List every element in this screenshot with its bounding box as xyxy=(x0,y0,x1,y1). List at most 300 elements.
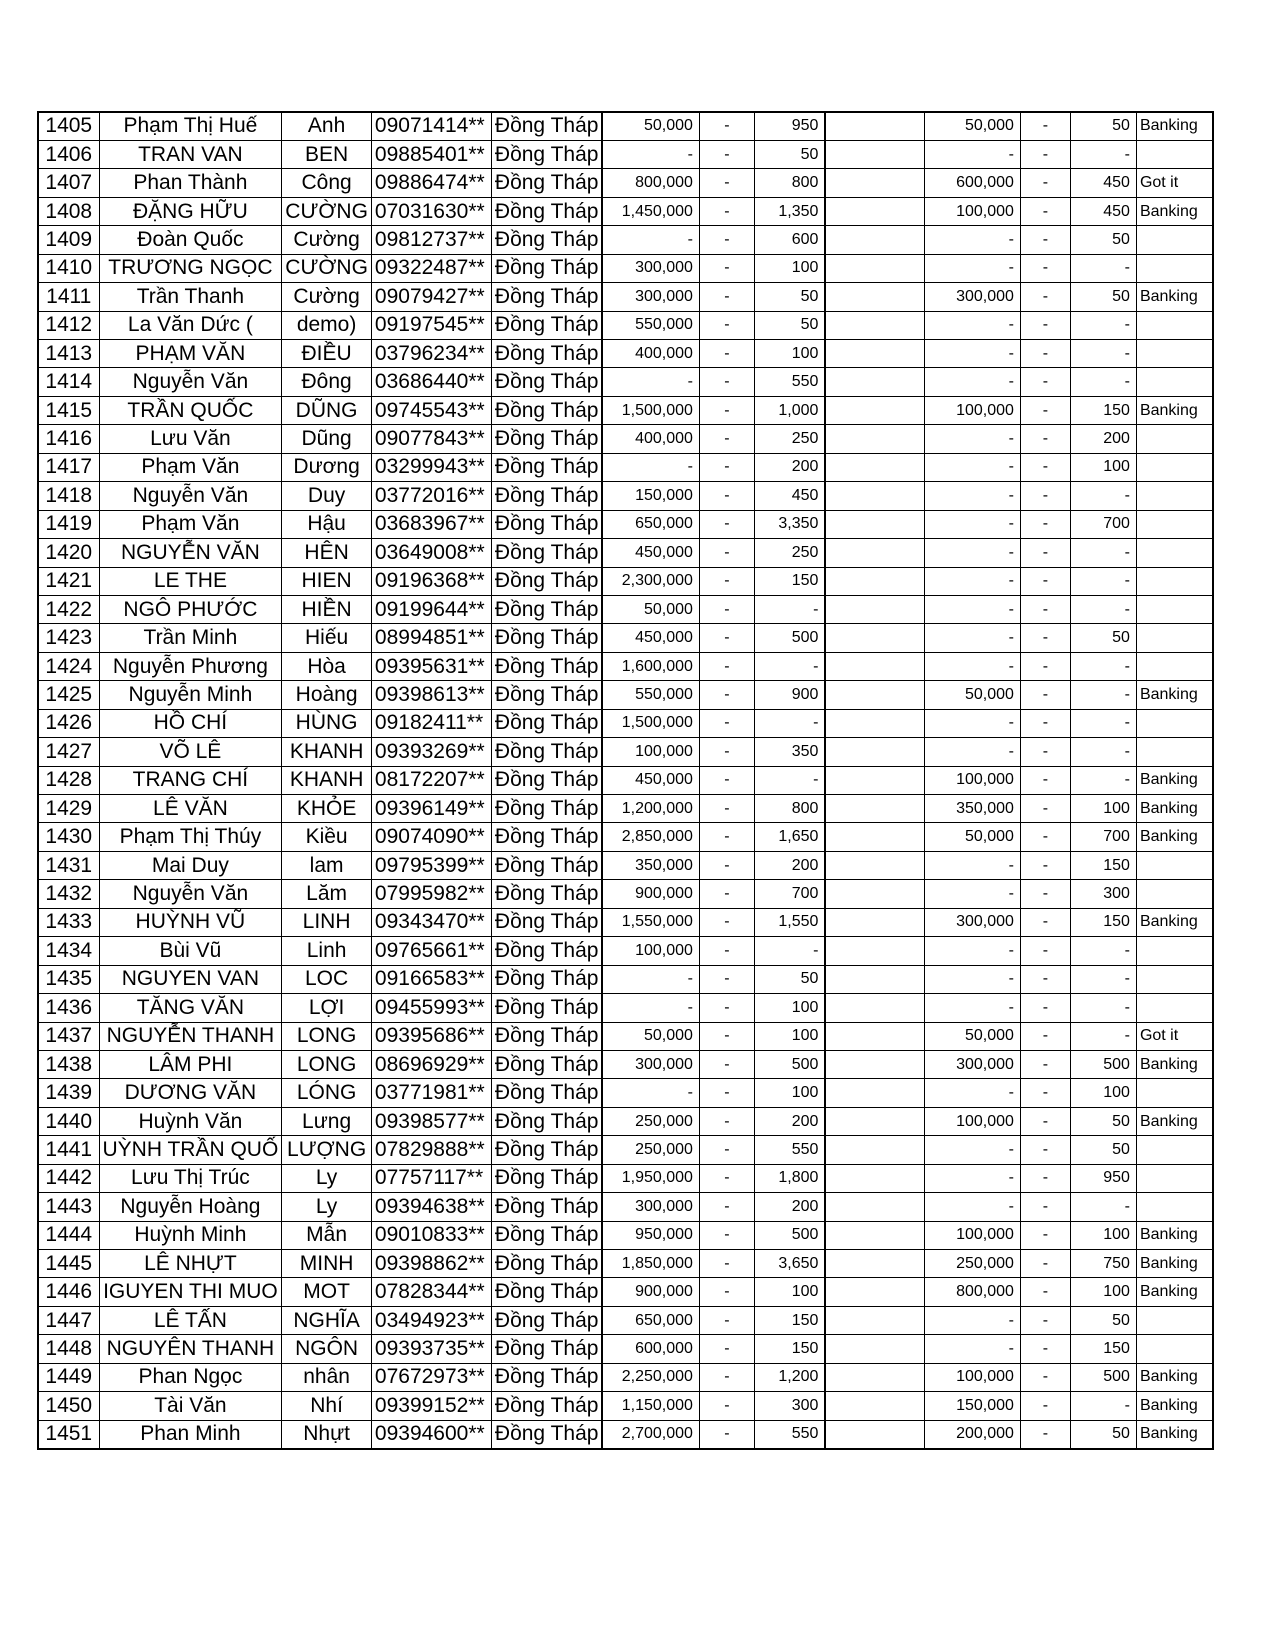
payment-method-cell: Banking xyxy=(1136,1392,1213,1420)
province-cell: Đồng Tháp xyxy=(491,823,602,851)
table-row xyxy=(38,795,1213,823)
province-cell: Đồng Tháp xyxy=(491,709,602,737)
points-1-cell: - xyxy=(754,937,825,965)
amount-2-cell: - xyxy=(924,994,1020,1022)
table-row xyxy=(38,283,1213,311)
province-cell: Đồng Tháp xyxy=(491,766,602,794)
last-name-cell: Phan Thành xyxy=(99,169,282,197)
payment-method-cell: Banking xyxy=(1136,112,1213,140)
dash-2-cell: - xyxy=(1020,1107,1070,1135)
province-cell: Đồng Tháp xyxy=(491,1221,602,1249)
first-name-cell: HIỀN xyxy=(282,595,372,623)
dash-1-cell: - xyxy=(699,738,754,766)
first-name-cell: CƯỜNG xyxy=(282,254,372,282)
dash-2-cell: - xyxy=(1020,994,1070,1022)
row-number-cell: 1427 xyxy=(38,738,99,766)
points-2-cell: 150 xyxy=(1070,908,1136,936)
amount-1-cell: 900,000 xyxy=(602,1278,699,1306)
amount-2-cell: - xyxy=(924,1335,1020,1363)
dash-1-cell: - xyxy=(699,1079,754,1107)
last-name-cell: Huỳnh Văn xyxy=(99,1107,282,1135)
first-name-cell: HÙNG xyxy=(282,709,372,737)
amount-2-cell: 100,000 xyxy=(924,197,1020,225)
blank-cell-cell xyxy=(825,425,924,453)
last-name-cell: Bùi Vũ xyxy=(99,937,282,965)
points-1-cell: 1,800 xyxy=(754,1164,825,1192)
province-cell: Đồng Tháp xyxy=(491,1335,602,1363)
points-2-cell: - xyxy=(1070,254,1136,282)
dash-2-cell: - xyxy=(1020,453,1070,481)
dash-1-cell: - xyxy=(699,766,754,794)
points-2-cell: 450 xyxy=(1070,169,1136,197)
amount-1-cell: 1,500,000 xyxy=(602,709,699,737)
amount-2-cell: - xyxy=(924,1164,1020,1192)
blank-cell-cell xyxy=(825,624,924,652)
last-name-cell: Phạm Thị Thúy xyxy=(99,823,282,851)
points-2-cell: 50 xyxy=(1070,1107,1136,1135)
dash-2-cell: - xyxy=(1020,140,1070,168)
first-name-cell: Duy xyxy=(282,482,372,510)
table-row xyxy=(38,1022,1213,1050)
dash-1-cell: - xyxy=(699,1250,754,1278)
row-number-cell: 1445 xyxy=(38,1250,99,1278)
payment-method-cell xyxy=(1136,311,1213,339)
payment-method-cell: Banking xyxy=(1136,1107,1213,1135)
province-cell: Đồng Tháp xyxy=(491,908,602,936)
amount-1-cell: - xyxy=(602,368,699,396)
points-1-cell: 100 xyxy=(754,1022,825,1050)
phone-number-cell: 03686440** xyxy=(371,368,491,396)
points-2-cell: - xyxy=(1070,1392,1136,1420)
dash-2-cell: - xyxy=(1020,738,1070,766)
payment-method-cell xyxy=(1136,1079,1213,1107)
payment-method-cell: Banking xyxy=(1136,795,1213,823)
points-1-cell: 50 xyxy=(754,140,825,168)
province-cell: Đồng Tháp xyxy=(491,1193,602,1221)
amount-2-cell: - xyxy=(924,340,1020,368)
points-1-cell: 200 xyxy=(754,453,825,481)
table-row xyxy=(38,1164,1213,1192)
amount-1-cell: 1,850,000 xyxy=(602,1250,699,1278)
province-cell: Đồng Tháp xyxy=(491,140,602,168)
phone-number-cell: 09197545** xyxy=(371,311,491,339)
phone-number-cell: 09182411** xyxy=(371,709,491,737)
province-cell: Đồng Tháp xyxy=(491,595,602,623)
province-cell: Đồng Tháp xyxy=(491,1392,602,1420)
last-name-cell: TRƯƠNG NGỌC xyxy=(99,254,282,282)
province-cell: Đồng Tháp xyxy=(491,169,602,197)
row-number-cell: 1439 xyxy=(38,1079,99,1107)
row-number-cell: 1434 xyxy=(38,937,99,965)
amount-2-cell: - xyxy=(924,595,1020,623)
province-cell: Đồng Tháp xyxy=(491,539,602,567)
province-cell: Đồng Tháp xyxy=(491,1420,602,1448)
amount-2-cell: - xyxy=(924,1136,1020,1164)
last-name-cell: ĐẶNG HỮU xyxy=(99,197,282,225)
points-1-cell: 150 xyxy=(754,567,825,595)
dash-2-cell: - xyxy=(1020,766,1070,794)
dash-1-cell: - xyxy=(699,1136,754,1164)
first-name-cell: Linh xyxy=(282,937,372,965)
amount-2-cell: - xyxy=(924,140,1020,168)
amount-2-cell: - xyxy=(924,937,1020,965)
first-name-cell: Dũng xyxy=(282,425,372,453)
points-1-cell: 3,650 xyxy=(754,1250,825,1278)
phone-number-cell: 09455993** xyxy=(371,994,491,1022)
phone-number-cell: 09010833** xyxy=(371,1221,491,1249)
amount-1-cell: 50,000 xyxy=(602,1022,699,1050)
province-cell: Đồng Tháp xyxy=(491,1136,602,1164)
points-1-cell: 200 xyxy=(754,1193,825,1221)
blank-cell-cell xyxy=(825,851,924,879)
amount-1-cell: 300,000 xyxy=(602,283,699,311)
amount-1-cell: 600,000 xyxy=(602,1335,699,1363)
payment-method-cell xyxy=(1136,738,1213,766)
province-cell: Đồng Tháp xyxy=(491,112,602,140)
points-1-cell: 300 xyxy=(754,1392,825,1420)
amount-2-cell: 200,000 xyxy=(924,1420,1020,1448)
blank-cell-cell xyxy=(825,396,924,424)
points-2-cell: - xyxy=(1070,1193,1136,1221)
table-row xyxy=(38,652,1213,680)
phone-number-cell: 09765661** xyxy=(371,937,491,965)
dash-2-cell: - xyxy=(1020,652,1070,680)
payment-method-cell xyxy=(1136,140,1213,168)
province-cell: Đồng Tháp xyxy=(491,1022,602,1050)
points-2-cell: 50 xyxy=(1070,283,1136,311)
amount-1-cell: 300,000 xyxy=(602,254,699,282)
amount-1-cell: 450,000 xyxy=(602,766,699,794)
dash-1-cell: - xyxy=(699,510,754,538)
dash-1-cell: - xyxy=(699,140,754,168)
dash-1-cell: - xyxy=(699,880,754,908)
points-2-cell: 450 xyxy=(1070,197,1136,225)
last-name-cell: PHẠM VĂN xyxy=(99,340,282,368)
points-2-cell: - xyxy=(1070,595,1136,623)
payment-method-cell xyxy=(1136,539,1213,567)
blank-cell-cell xyxy=(825,169,924,197)
province-cell: Đồng Tháp xyxy=(491,226,602,254)
table-row xyxy=(38,1306,1213,1334)
table-row xyxy=(38,368,1213,396)
points-2-cell: - xyxy=(1070,567,1136,595)
row-number-cell: 1410 xyxy=(38,254,99,282)
payment-method-cell: Banking xyxy=(1136,1420,1213,1448)
dash-1-cell: - xyxy=(699,112,754,140)
last-name-cell: Nguyễn Văn xyxy=(99,482,282,510)
first-name-cell: DŨNG xyxy=(282,396,372,424)
blank-cell-cell xyxy=(825,1193,924,1221)
first-name-cell: BEN xyxy=(282,140,372,168)
first-name-cell: NGHĨA xyxy=(282,1306,372,1334)
dash-1-cell: - xyxy=(699,1107,754,1135)
last-name-cell: HUỲNH VŨ xyxy=(99,908,282,936)
dash-1-cell: - xyxy=(699,396,754,424)
table-row xyxy=(38,1079,1213,1107)
first-name-cell: Hoàng xyxy=(282,681,372,709)
phone-number-cell: 09812737** xyxy=(371,226,491,254)
points-1-cell: - xyxy=(754,595,825,623)
payment-method-cell xyxy=(1136,254,1213,282)
table-row xyxy=(38,1221,1213,1249)
payment-method-cell: Banking xyxy=(1136,1363,1213,1391)
row-number-cell: 1437 xyxy=(38,1022,99,1050)
last-name-cell: NGUYEN VAN xyxy=(99,965,282,993)
blank-cell-cell xyxy=(825,738,924,766)
phone-number-cell: 09395686** xyxy=(371,1022,491,1050)
blank-cell-cell xyxy=(825,1079,924,1107)
amount-2-cell: 600,000 xyxy=(924,169,1020,197)
last-name-cell: LE THE xyxy=(99,567,282,595)
table-row xyxy=(38,1250,1213,1278)
amount-1-cell: 1,450,000 xyxy=(602,197,699,225)
amount-2-cell: - xyxy=(924,567,1020,595)
amount-1-cell: 2,300,000 xyxy=(602,567,699,595)
payment-method-cell xyxy=(1136,425,1213,453)
blank-cell-cell xyxy=(825,1363,924,1391)
dash-1-cell: - xyxy=(699,539,754,567)
row-number-cell: 1451 xyxy=(38,1420,99,1448)
first-name-cell: LINH xyxy=(282,908,372,936)
amount-2-cell: 50,000 xyxy=(924,823,1020,851)
phone-number-cell: 07672973** xyxy=(371,1363,491,1391)
payment-method-cell xyxy=(1136,709,1213,737)
payment-method-cell: Banking xyxy=(1136,1250,1213,1278)
province-cell: Đồng Tháp xyxy=(491,1107,602,1135)
blank-cell-cell xyxy=(825,766,924,794)
dash-1-cell: - xyxy=(699,1420,754,1448)
amount-2-cell: - xyxy=(924,254,1020,282)
phone-number-cell: 07828344** xyxy=(371,1278,491,1306)
dash-2-cell: - xyxy=(1020,482,1070,510)
last-name-cell: TRANG CHÍ xyxy=(99,766,282,794)
table-row xyxy=(38,908,1213,936)
amount-2-cell: 300,000 xyxy=(924,283,1020,311)
amount-2-cell: - xyxy=(924,652,1020,680)
phone-number-cell: 09886474** xyxy=(371,169,491,197)
blank-cell-cell xyxy=(825,1221,924,1249)
amount-1-cell: 1,500,000 xyxy=(602,396,699,424)
dash-2-cell: - xyxy=(1020,937,1070,965)
row-number-cell: 1436 xyxy=(38,994,99,1022)
amount-1-cell: 350,000 xyxy=(602,851,699,879)
table-row xyxy=(38,1335,1213,1363)
row-number-cell: 1430 xyxy=(38,823,99,851)
province-cell: Đồng Tháp xyxy=(491,368,602,396)
dash-1-cell: - xyxy=(699,823,754,851)
points-2-cell: - xyxy=(1070,652,1136,680)
amount-2-cell: 300,000 xyxy=(924,1050,1020,1078)
last-name-cell: Tài Văn xyxy=(99,1392,282,1420)
amount-1-cell: 2,850,000 xyxy=(602,823,699,851)
first-name-cell: Ly xyxy=(282,1193,372,1221)
dash-1-cell: - xyxy=(699,1050,754,1078)
points-1-cell: 250 xyxy=(754,425,825,453)
dash-1-cell: - xyxy=(699,340,754,368)
amount-1-cell: 1,550,000 xyxy=(602,908,699,936)
payment-method-cell: Got it xyxy=(1136,169,1213,197)
first-name-cell: KHANH xyxy=(282,738,372,766)
table-row xyxy=(38,396,1213,424)
first-name-cell: LƯỢNG xyxy=(282,1136,372,1164)
amount-1-cell: 250,000 xyxy=(602,1136,699,1164)
points-1-cell: 250 xyxy=(754,539,825,567)
blank-cell-cell xyxy=(825,994,924,1022)
amount-1-cell: 300,000 xyxy=(602,1193,699,1221)
row-number-cell: 1425 xyxy=(38,681,99,709)
dash-1-cell: - xyxy=(699,795,754,823)
dash-2-cell: - xyxy=(1020,368,1070,396)
amount-2-cell: 350,000 xyxy=(924,795,1020,823)
payment-method-cell xyxy=(1136,1306,1213,1334)
last-name-cell: LÊ NHỰT xyxy=(99,1250,282,1278)
amount-1-cell: 800,000 xyxy=(602,169,699,197)
province-cell: Đồng Tháp xyxy=(491,795,602,823)
phone-number-cell: 09199644** xyxy=(371,595,491,623)
table-row xyxy=(38,937,1213,965)
dash-1-cell: - xyxy=(699,226,754,254)
payment-method-cell xyxy=(1136,965,1213,993)
amount-1-cell: 100,000 xyxy=(602,937,699,965)
table-row xyxy=(38,1392,1213,1420)
blank-cell-cell xyxy=(825,453,924,481)
amount-2-cell: - xyxy=(924,709,1020,737)
amount-1-cell: - xyxy=(602,226,699,254)
blank-cell-cell xyxy=(825,510,924,538)
table-row xyxy=(38,510,1213,538)
blank-cell-cell xyxy=(825,283,924,311)
points-1-cell: 1,350 xyxy=(754,197,825,225)
phone-number-cell: 07829888** xyxy=(371,1136,491,1164)
dash-2-cell: - xyxy=(1020,1022,1070,1050)
row-number-cell: 1447 xyxy=(38,1306,99,1334)
payment-method-cell xyxy=(1136,652,1213,680)
payment-method-cell: Banking xyxy=(1136,1278,1213,1306)
phone-number-cell: 03683967** xyxy=(371,510,491,538)
amount-2-cell: 50,000 xyxy=(924,1022,1020,1050)
points-2-cell: - xyxy=(1070,738,1136,766)
province-cell: Đồng Tháp xyxy=(491,1079,602,1107)
amount-2-cell: 800,000 xyxy=(924,1278,1020,1306)
last-name-cell: Nguyễn Hoàng xyxy=(99,1193,282,1221)
amount-1-cell: 400,000 xyxy=(602,340,699,368)
blank-cell-cell xyxy=(825,482,924,510)
first-name-cell: LÓNG xyxy=(282,1079,372,1107)
points-1-cell: 550 xyxy=(754,1136,825,1164)
table-row xyxy=(38,226,1213,254)
amount-1-cell: - xyxy=(602,140,699,168)
points-2-cell: - xyxy=(1070,311,1136,339)
table-row xyxy=(38,254,1213,282)
dash-1-cell: - xyxy=(699,1392,754,1420)
dash-1-cell: - xyxy=(699,169,754,197)
phone-number-cell: 09745543** xyxy=(371,396,491,424)
amount-1-cell: 450,000 xyxy=(602,624,699,652)
points-2-cell: 50 xyxy=(1070,1136,1136,1164)
row-number-cell: 1433 xyxy=(38,908,99,936)
payment-method-cell: Banking xyxy=(1136,283,1213,311)
row-number-cell: 1449 xyxy=(38,1363,99,1391)
dash-2-cell: - xyxy=(1020,1050,1070,1078)
payment-method-cell: Banking xyxy=(1136,396,1213,424)
dash-1-cell: - xyxy=(699,709,754,737)
province-cell: Đồng Tháp xyxy=(491,851,602,879)
phone-number-cell: 09795399** xyxy=(371,851,491,879)
amount-2-cell: - xyxy=(924,880,1020,908)
table-row xyxy=(38,965,1213,993)
first-name-cell: Mẫn xyxy=(282,1221,372,1249)
payment-method-cell xyxy=(1136,624,1213,652)
payment-method-cell: Banking xyxy=(1136,823,1213,851)
row-number-cell: 1422 xyxy=(38,595,99,623)
province-cell: Đồng Tháp xyxy=(491,1164,602,1192)
province-cell: Đồng Tháp xyxy=(491,738,602,766)
amount-2-cell: - xyxy=(924,226,1020,254)
dash-1-cell: - xyxy=(699,851,754,879)
points-1-cell: 100 xyxy=(754,254,825,282)
table-row xyxy=(38,1107,1213,1135)
row-number-cell: 1444 xyxy=(38,1221,99,1249)
points-2-cell: - xyxy=(1070,340,1136,368)
table-row xyxy=(38,453,1213,481)
dash-1-cell: - xyxy=(699,994,754,1022)
first-name-cell: nhân xyxy=(282,1363,372,1391)
payment-method-cell xyxy=(1136,226,1213,254)
points-1-cell: 500 xyxy=(754,1221,825,1249)
blank-cell-cell xyxy=(825,1335,924,1363)
blank-cell-cell xyxy=(825,1278,924,1306)
phone-number-cell: 03796234** xyxy=(371,340,491,368)
points-1-cell: 3,350 xyxy=(754,510,825,538)
last-name-cell: TRAN VAN xyxy=(99,140,282,168)
dash-2-cell: - xyxy=(1020,1392,1070,1420)
points-2-cell: 750 xyxy=(1070,1250,1136,1278)
points-2-cell: - xyxy=(1070,994,1136,1022)
dash-2-cell: - xyxy=(1020,965,1070,993)
points-2-cell: 500 xyxy=(1070,1050,1136,1078)
phone-number-cell: 09396149** xyxy=(371,795,491,823)
table-row xyxy=(38,1193,1213,1221)
phone-number-cell: 09071414** xyxy=(371,112,491,140)
payment-method-cell xyxy=(1136,880,1213,908)
first-name-cell: demo) xyxy=(282,311,372,339)
phone-number-cell: 09079427** xyxy=(371,283,491,311)
last-name-cell: NGUYỄN THANH xyxy=(99,1022,282,1050)
phone-number-cell: 09393735** xyxy=(371,1335,491,1363)
payment-method-cell xyxy=(1136,851,1213,879)
amount-2-cell: - xyxy=(924,368,1020,396)
payment-method-cell: Banking xyxy=(1136,1221,1213,1249)
row-number-cell: 1441 xyxy=(38,1136,99,1164)
payment-method-cell xyxy=(1136,937,1213,965)
phone-number-cell: 08696929** xyxy=(371,1050,491,1078)
blank-cell-cell xyxy=(825,226,924,254)
amount-1-cell: 50,000 xyxy=(602,112,699,140)
points-2-cell: 150 xyxy=(1070,851,1136,879)
phone-number-cell: 03494923** xyxy=(371,1306,491,1334)
amount-2-cell: - xyxy=(924,1079,1020,1107)
blank-cell-cell xyxy=(825,1164,924,1192)
blank-cell-cell xyxy=(825,254,924,282)
dash-1-cell: - xyxy=(699,1363,754,1391)
phone-number-cell: 09322487** xyxy=(371,254,491,282)
last-name-cell: VÕ LÊ xyxy=(99,738,282,766)
phone-number-cell: 09196368** xyxy=(371,567,491,595)
amount-2-cell: - xyxy=(924,965,1020,993)
row-number-cell: 1432 xyxy=(38,880,99,908)
blank-cell-cell xyxy=(825,197,924,225)
blank-cell-cell xyxy=(825,567,924,595)
